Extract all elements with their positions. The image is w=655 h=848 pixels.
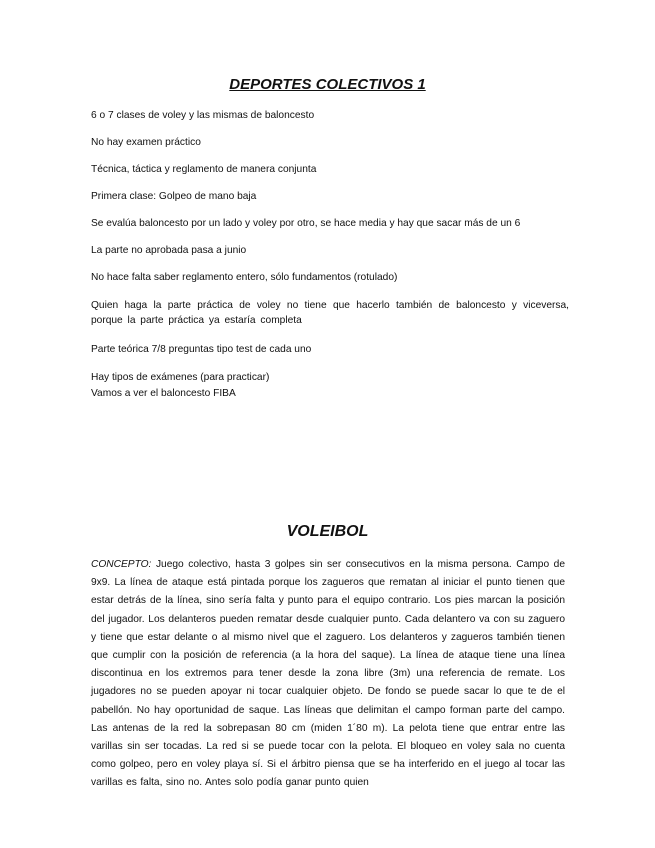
concept-paragraph <box>91 556 565 793</box>
note-line: Se evalúa baloncesto por un lado y voley por otro, se hace media y hay que sacar más de un 6 <box>91 218 521 229</box>
note-line: Técnica, táctica y reglamento de manera conjunta <box>91 164 317 175</box>
concept-label: CONCEPTO: <box>91 559 152 570</box>
note-line: No hay examen práctico <box>91 137 201 148</box>
note-line: Hay tipos de exámenes (para practicar) <box>91 372 270 383</box>
concept-text: Juego colectivo, hasta 3 golpes sin ser consecutivos en la misma persona. Campo de 9x9. La línea de ataque está pintada porque los zagueros que rematan al iniciar el punto tienen que estar detrás de la línea, sino sería falta y punto para el equipo contrario. Los pies marcan la posición del jugador. Los delanteros pueden rematar desde cualquier punto. Cada delantero va con su zaguero y tiene que estar delante o al mismo nivel que el zaguero. Los delanteros y zagueros también tienen que cumplir con la posición de referencia (a la hora del saque). La línea de ataque tiene una línea discontinua en los extremos para tener desde la zona libre (3m) una referencia de remate. Los jugadores no se pueden apoyar ni tocar cualquier objeto. De fondo se puede sacar lo que te de el pabellón. No hay oportunidad de saque. Las líneas que delimitan el campo forman parte del campo. Las antenas de la red la sobrepasan 80 cm (miden 1´80 m). La pelota tiene que entrar entre las varillas sin ser tocadas. La red si se puede tocar con la pelota. El bloqueo en voley sala no cuenta como golpeo, pero en voley playa sí. Si el árbitro piensa que se ha interferido en el juego al tocar las varillas es falta, sino no. Antes solo podía ganar punto quien <box>91 559 565 789</box>
section-title: VOLEIBOL <box>286 523 369 540</box>
note-line: Primera clase: Golpeo de mano baja <box>91 191 257 202</box>
note-line: Vamos a ver el baloncesto FIBA <box>91 388 236 399</box>
note-line: No hace falta saber reglamento entero, sólo fundamentos (rotulado) <box>91 272 398 283</box>
document-title: DEPORTES COLECTIVOS 1 <box>229 76 426 93</box>
note-line: 6 o 7 clases de voley y las mismas de baloncesto <box>91 110 315 121</box>
note-line: Quien haga la parte práctica de voley no tiene que hacerlo también de baloncesto y viceversa, porque la parte práctica ya estaría completa <box>91 300 569 326</box>
note-line: La parte no aprobada pasa a junio <box>91 245 247 256</box>
note-line: Parte teórica 7/8 preguntas tipo test de cada uno <box>91 344 312 355</box>
